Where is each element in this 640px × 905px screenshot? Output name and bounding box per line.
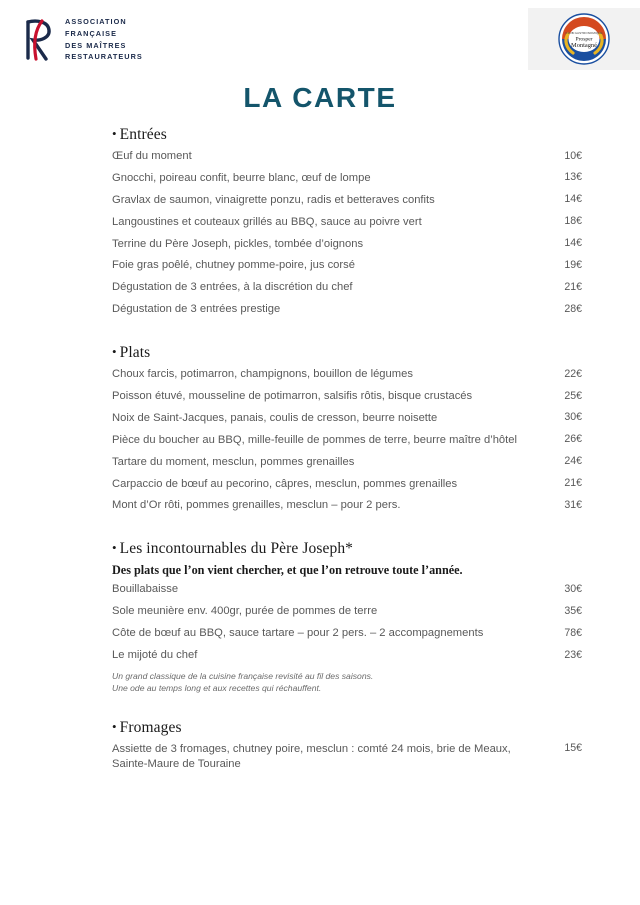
prosper-montagne-panel (528, 8, 640, 70)
section-spacer (112, 324, 582, 344)
pm-club-line: CLUB GASTRONOMIQUE (565, 31, 603, 35)
menu-item (112, 258, 582, 273)
menu-item-price: 23€ (564, 648, 582, 661)
menu-section-fromages (112, 719, 582, 772)
afmr-line-2: FRANÇAISE (65, 28, 118, 38)
menu-item (112, 215, 582, 230)
page-header (0, 0, 640, 78)
menu-item-price: 26€ (564, 433, 582, 446)
menu-item-price: 14€ (564, 237, 582, 250)
section-note (112, 670, 582, 695)
menu-body (112, 126, 582, 779)
menu-item (112, 237, 582, 252)
menu-item-price: 31€ (564, 498, 582, 511)
menu-item-name: Bouillabaisse (112, 583, 179, 596)
menu-item-name: Dégustation de 3 entrées, à la discrétion du chef (112, 281, 353, 294)
section-heading-label: Entrées (119, 126, 167, 143)
section-heading-label: Les incontournables du Père Joseph* (119, 540, 354, 558)
menu-item (112, 367, 582, 382)
bullet-icon: • (112, 126, 117, 141)
menu-item-price: 18€ (564, 215, 582, 228)
section-note-line-2: Une ode au temps long et aux recettes qui réchauffent. (112, 683, 322, 694)
menu-item-price: 25€ (564, 389, 582, 402)
bullet-icon: • (112, 718, 117, 734)
menu-item (112, 455, 582, 470)
afmr-logo (22, 16, 143, 63)
menu-item-name: Dégustation de 3 entrées prestige (112, 303, 281, 316)
menu-item-name: Gravlax de saumon, vinaigrette ponzu, radis et betteraves confits (112, 193, 435, 206)
menu-item (112, 582, 582, 597)
afmr-line-4: RESTAURATEURS (65, 52, 143, 62)
afmr-monogram-r-icon (22, 18, 56, 62)
menu-item-name: Mont d’Or rôti, pommes grenailles, mesclun – pour 2 pers. (112, 499, 401, 512)
menu-section-entrees (112, 126, 582, 317)
section-heading-incontournables (112, 540, 582, 558)
menu-item-name: Côte de bœuf au BBQ, sauce tartare – pour 2 pers. – 2 accompagnements (112, 627, 484, 640)
menu-item (112, 302, 582, 317)
menu-item-name: Sole meunière env. 400gr, purée de pommes de terre (112, 605, 378, 618)
afmr-line-3: DES MAÎTRES (65, 40, 127, 50)
section-spacer (112, 699, 582, 719)
page-title: LA CARTE (243, 82, 397, 113)
menu-section-incontournables (112, 540, 582, 694)
menu-item (112, 648, 582, 663)
prosper-montagne-seal-icon (557, 12, 611, 66)
menu-item (112, 626, 582, 641)
section-heading-fromages (112, 719, 582, 737)
menu-item (112, 411, 582, 426)
menu-item (112, 171, 582, 186)
section-spacer (112, 520, 582, 540)
menu-item-price: 22€ (564, 367, 582, 380)
pm-name-line-1: Prosper (575, 36, 593, 43)
menu-item-price: 10€ (564, 149, 582, 162)
menu-item-price: 28€ (564, 302, 582, 315)
menu-item-price: 78€ (564, 626, 582, 639)
menu-item-price: 14€ (564, 193, 582, 206)
bullet-icon: • (112, 344, 117, 360)
menu-item-name: Assiette de 3 fromages, chutney poire, mesclun : comté 24 mois, brie de Meaux, Sainte-Maure de Touraine (112, 742, 511, 770)
pm-name-line-2: Montagné (571, 42, 597, 49)
menu-item (112, 477, 582, 492)
menu-item (112, 389, 582, 404)
menu-item-price: 24€ (564, 455, 582, 468)
menu-item (112, 149, 582, 164)
menu-item (112, 742, 582, 772)
menu-item-price: 19€ (564, 258, 582, 271)
menu-item (112, 280, 582, 295)
menu-section-plats (112, 344, 582, 513)
bullet-icon: • (112, 540, 117, 556)
menu-item (112, 433, 582, 448)
afmr-logo-text (65, 16, 143, 63)
menu-item-price: 35€ (564, 604, 582, 617)
menu-item-name: Le mijoté du chef (112, 649, 198, 662)
menu-item-name: Choux farcis, potimarron, champignons, bouillon de légumes (112, 368, 413, 381)
section-heading-label: Plats (119, 344, 151, 362)
menu-item-name: Tartare du moment, mesclun, pommes grenailles (112, 455, 355, 468)
menu-item (112, 604, 582, 619)
menu-item-name: Terrine du Père Joseph, pickles, tombée d’oignons (112, 237, 364, 250)
section-heading-label: Fromages (119, 718, 182, 736)
menu-item-price: 30€ (564, 582, 582, 595)
menu-item (112, 498, 582, 513)
menu-item-name: Œuf du moment (112, 150, 192, 162)
section-subtitle: Des plats que l’on vient chercher, et que l’on retrouve toute l’année. (112, 563, 463, 578)
section-heading-plats (112, 344, 582, 362)
menu-item-name: Foie gras poêlé, chutney pomme-poire, jus corsé (112, 259, 355, 272)
menu-item (112, 193, 582, 208)
afmr-line-1: ASSOCIATION (65, 17, 127, 26)
menu-item-price: 13€ (564, 171, 582, 184)
menu-item-price: 21€ (564, 477, 582, 490)
menu-item-name: Langoustines et couteaux grillés au BBQ, sauce au poivre vert (112, 215, 422, 228)
menu-item-name: Carpaccio de bœuf au pecorino, câpres, mesclun, pommes grenailles (112, 477, 458, 490)
section-note-line-1: Un grand classique de la cuisine française revisité au fil des saisons. (112, 670, 374, 681)
menu-item-price: 21€ (564, 280, 582, 293)
menu-item-price: 15€ (564, 742, 582, 755)
menu-item-name: Pièce du boucher au BBQ, mille-feuille de pommes de terre, beurre maître d’hôtel (112, 433, 517, 446)
menu-item-name: Poisson étuvé, mousseline de potimarron, salsifis rôtis, bisque crustacés (112, 390, 473, 403)
section-heading-entrees (112, 126, 582, 144)
menu-item-name: Gnocchi, poireau confit, beurre blanc, œuf de lompe (112, 171, 371, 184)
menu-item-name: Noix de Saint-Jacques, panais, coulis de cresson, beurre noisette (112, 411, 438, 424)
menu-item-price: 30€ (564, 411, 582, 424)
